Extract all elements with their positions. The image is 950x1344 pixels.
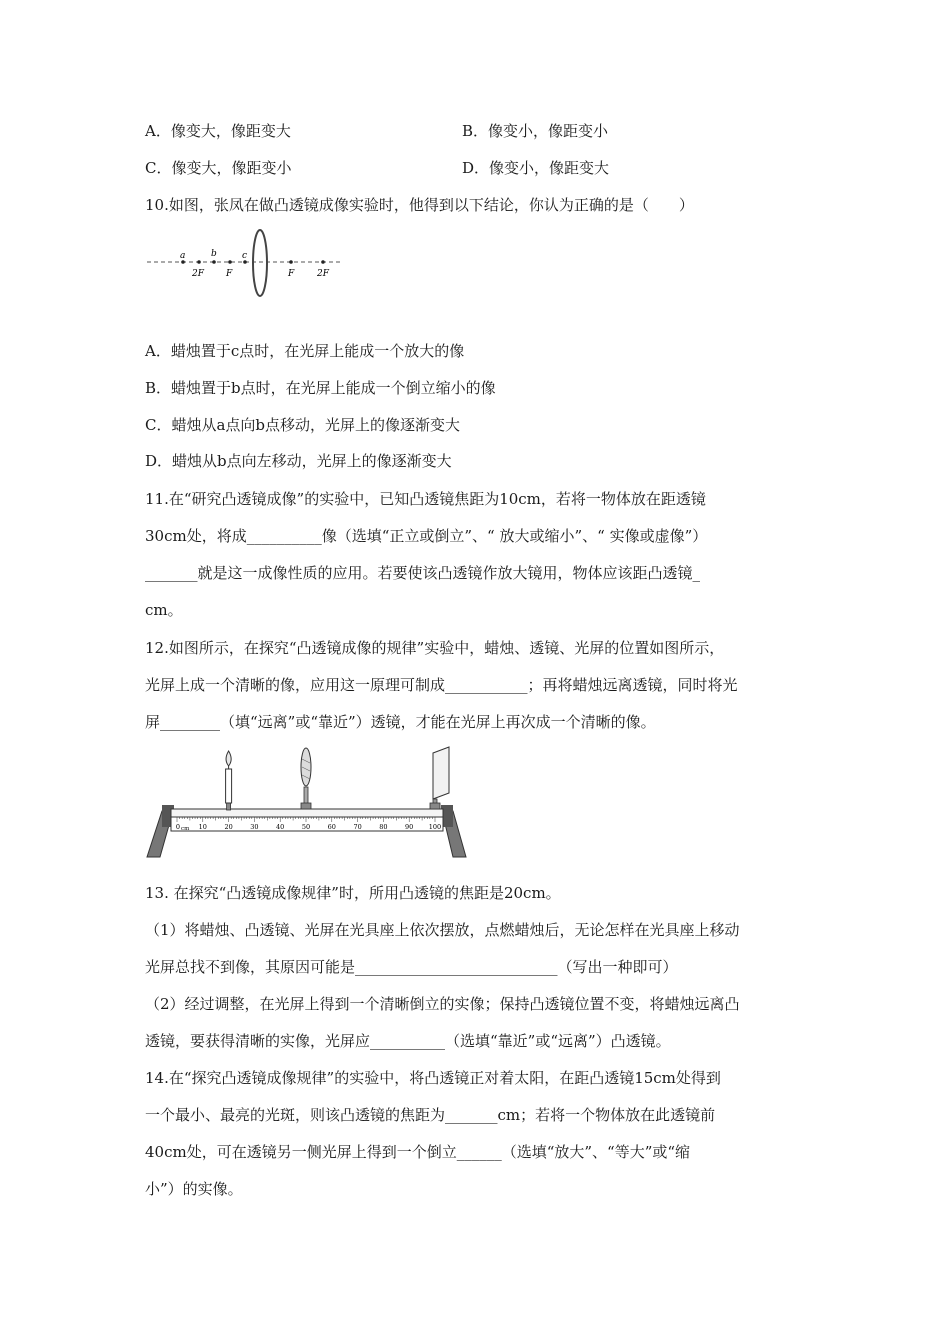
light-screen <box>430 747 449 809</box>
q10-option-c: C．蜡烛从a点向b点移动，光屏上的像逐渐变大 <box>145 416 461 434</box>
right-f-dot <box>289 260 293 264</box>
tick-label-0: 0 <box>175 823 181 831</box>
q13-part2-line1: （2）经过调整，在光屏上得到一个清晰倒立的实像；保持凸透镜位置不变，将蜡烛远离凸 <box>145 995 740 1013</box>
unit-label-cm: cm <box>181 826 190 832</box>
tick-label-60: 60 <box>327 823 336 831</box>
q14-line2: 一个最小、最亮的光斑，则该凸透镜的焦距为_______cm；若将一个物体放在此透镜前 <box>145 1106 716 1124</box>
q10-option-b: B．蜡烛置于b点时，在光屏上能成一个倒立缩小的像 <box>145 379 496 397</box>
convex-lens <box>253 230 267 296</box>
label-right-2f: 2F <box>317 269 329 279</box>
q10-stem: 10.如图，张凤在做凸透镜成像实验时，他得到以下结论，你认为正确的是（ ） <box>145 196 694 214</box>
label-left-f: F <box>226 269 233 279</box>
q14-line3: 40cm处，可在透镜另一侧光屏上得到一个倒立______（选填“放大”、“等大”或“缩 <box>145 1143 691 1161</box>
tick-label-90: 90 <box>405 823 414 831</box>
q12-line3: 屏________（填“远离”或“靠近”）透镜，才能在光屏上再次成一个清晰的像。 <box>145 713 656 731</box>
tick-label-40: 40 <box>276 823 285 831</box>
point-b-dot <box>212 260 216 264</box>
rail-top <box>171 809 443 817</box>
q10-option-a: A．蜡烛置于c点时，在光屏上能成一个放大的像 <box>145 342 465 360</box>
q14-line1: 14.在“探究凸透镜成像规律”的实验中，将凸透镜正对着太阳，在距凸透镜15cm处得到 <box>145 1069 721 1087</box>
left-f-dot <box>228 260 232 264</box>
q9-option-a: A．像变大，像距变大 <box>145 122 291 140</box>
q13-stem: 13. 在探究“凸透镜成像规律”时，所用凸透镜的焦距是20cm。 <box>145 884 561 902</box>
tick-label-100: 100 <box>428 823 442 831</box>
q12-line2: 光屏上成一个清晰的像，应用这一原理可制成___________；再将蜡烛远离透镜，同时将光 <box>145 676 738 694</box>
label-a: a <box>180 251 186 261</box>
tick-label-50: 50 <box>301 823 311 831</box>
q11-line4: cm。 <box>145 601 183 619</box>
q12-optical-bench <box>145 745 470 861</box>
q12-line1: 12.如图所示，在探究“凸透镜成像的规律”实验中，蜡烛、透镜、光屏的位置如图所示， <box>145 639 725 657</box>
label-right-f: F <box>288 269 295 279</box>
lens-holder <box>301 748 311 809</box>
q11-line2: 30cm处，将成__________像（选填“正立或倒立”、“ 放大或缩小”、“ 实像或虚像”） <box>145 527 708 545</box>
q13-part2-line2: 透镜，要获得清晰的实像，光屏应__________（选填“靠近”或“远离”）凸透镜。 <box>145 1032 671 1050</box>
q14-line4: 小”）的实像。 <box>145 1180 243 1198</box>
tick-label-80: 80 <box>379 823 388 831</box>
q11-line1: 11.在“研究凸透镜成像”的实验中，已知凸透镜焦距为10cm，若将一物体放在距透镜 <box>145 490 706 508</box>
q9-option-c: C．像变大，像距变小 <box>145 159 292 177</box>
q10-option-d: D．蜡烛从b点向左移动，光屏上的像逐渐变大 <box>145 452 452 470</box>
tick-label-20: 20 <box>224 823 233 831</box>
q13-part1-line1: （1）将蜡烛、凸透镜、光屏在光具座上依次摆放，点燃蜡烛后，无论怎样在光具座上移动 <box>145 921 740 939</box>
label-left-2f: 2F <box>192 269 204 279</box>
left-2f-dot <box>197 260 201 264</box>
candle-flame <box>226 751 231 766</box>
tick-label-10: 10 <box>198 823 207 831</box>
q13-part1-line2: 光屏总找不到像，其原因可能是___________________________（写出一种即可） <box>145 958 678 976</box>
q9-option-b: B．像变小，像距变小 <box>462 122 609 140</box>
q11-line3: _______就是这一成像性质的应用。若要使该凸透镜作放大镜用，物体应该距凸透镜_ <box>145 564 701 582</box>
label-b: b <box>211 249 217 259</box>
q10-lens-diagram <box>145 226 345 302</box>
q9-option-d: D．像变小，像距变大 <box>462 159 610 177</box>
tick-label-70: 70 <box>353 823 362 831</box>
label-c: c <box>242 251 248 261</box>
tick-label-30: 30 <box>250 823 259 831</box>
right-2f-dot <box>321 260 325 264</box>
candle <box>226 751 232 810</box>
